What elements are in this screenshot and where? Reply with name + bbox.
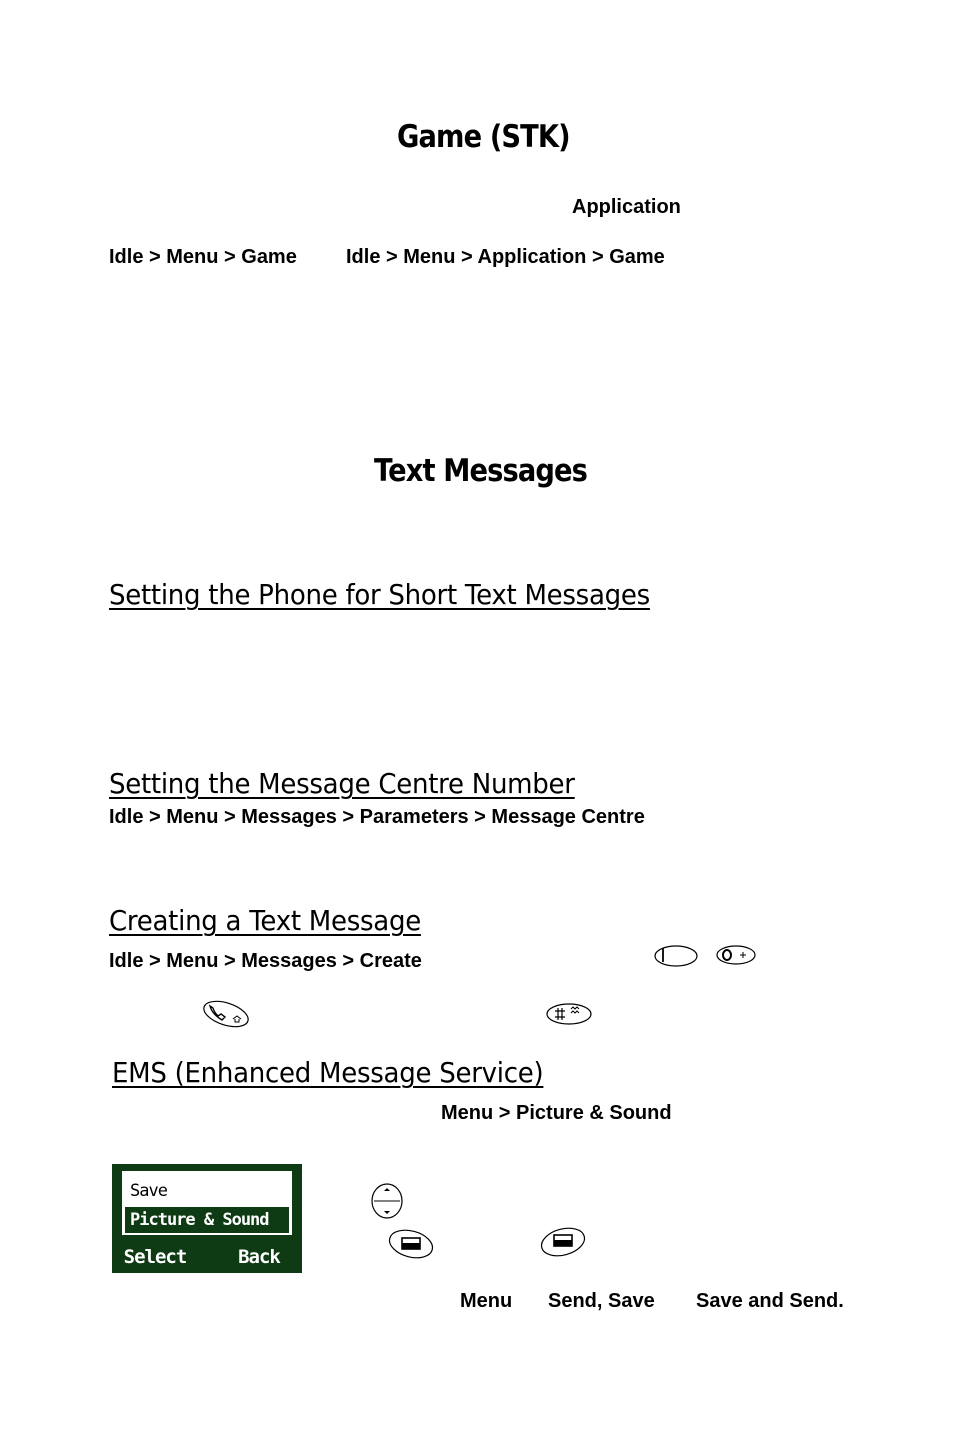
option-menu: Menu (460, 1290, 513, 1312)
menu-item-picture-sound[interactable]: Picture & Sound (125, 1207, 289, 1233)
menu-item-save[interactable]: Save (130, 1181, 167, 1201)
key-1-icon (653, 943, 699, 969)
nav-updown-icon (370, 1182, 404, 1220)
message-centre-heading: Setting the Message Centre Number (109, 767, 575, 800)
select-softkey[interactable]: Select (123, 1246, 187, 1268)
application-label: Application (572, 196, 681, 218)
ems-heading: EMS (Enhanced Message Service) (112, 1056, 544, 1089)
setting-phone-heading: Setting the Phone for Short Text Messages (109, 578, 650, 611)
text-messages-title: Text Messages (374, 453, 587, 489)
right-softkey-icon (538, 1224, 588, 1260)
creating-path: Idle > Menu > Messages > Create (109, 950, 422, 972)
phone-screen (112, 1164, 302, 1273)
message-centre-path: Idle > Menu > Messages > Parameters > Message Centre (109, 806, 645, 828)
phone-menu-list (120, 1169, 294, 1237)
back-softkey[interactable]: Back (238, 1246, 280, 1268)
call-key-icon (200, 998, 252, 1030)
game-path-a: Idle > Menu > Game (109, 246, 297, 268)
creating-heading: Creating a Text Message (109, 904, 421, 937)
key-0-icon (715, 943, 757, 967)
option-save-send: Save and Send. (696, 1290, 844, 1312)
option-send-save: Send, Save (548, 1290, 655, 1312)
game-path-b: Idle > Menu > Application > Game (346, 246, 665, 268)
left-softkey-icon (386, 1226, 436, 1262)
ems-path: Menu > Picture & Sound (441, 1102, 672, 1124)
game-title: Game (STK) (397, 119, 570, 155)
hash-key-icon (545, 1001, 593, 1027)
